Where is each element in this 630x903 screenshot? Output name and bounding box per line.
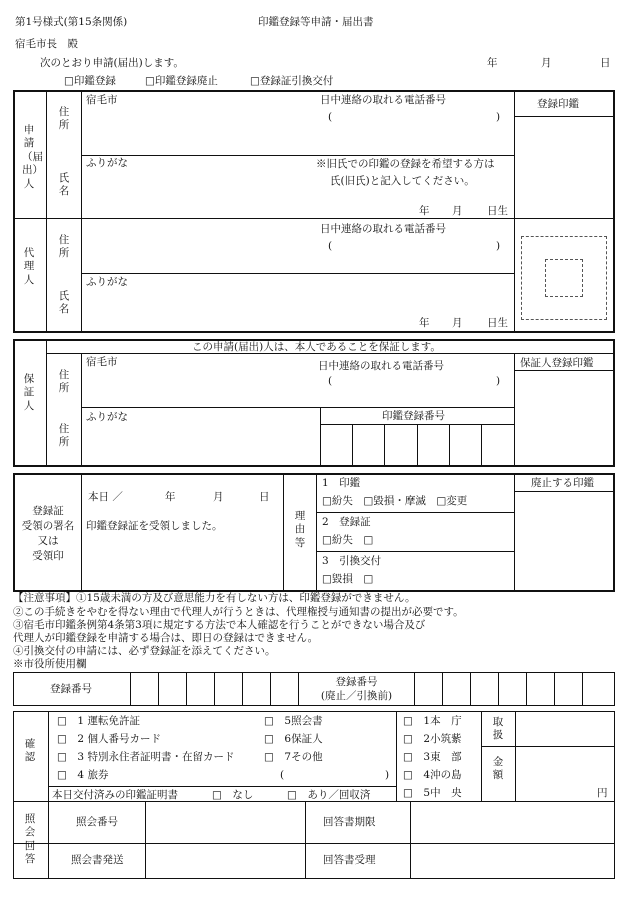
applicant-furigana[interactable]: ふりがな	[86, 157, 128, 169]
issued-cert-label: 本日交付済みの印鑑証明書	[52, 789, 178, 801]
receipt-label-1: 登録証	[32, 505, 64, 517]
old-name-note-2: 氏(旧氏)と記入してください。	[330, 175, 475, 187]
confirm-label: 確認	[24, 738, 36, 764]
agent-furigana[interactable]: ふりがな	[86, 276, 128, 288]
guarantor-phone-open: (	[328, 375, 333, 387]
applicant-address[interactable]: 宿毛市	[86, 94, 118, 106]
office-main[interactable]: □ 1本 庁	[403, 715, 462, 727]
note-4: 代理人が印鑑登録を申請する場合は、即日の登録はできません。	[13, 632, 319, 644]
id-other[interactable]: □ 7その他	[264, 751, 323, 763]
guarantee-statement: この申請(届出)人は、本人であることを保証します。	[192, 341, 441, 353]
answer-due-label: 回答書期限	[323, 816, 376, 828]
office-reg-no-label: 登録番号	[50, 683, 92, 695]
receipt-label-3: 又は	[37, 535, 59, 547]
answer-received-label: 回答書受理	[323, 854, 376, 866]
agent-birth-month: 月	[452, 317, 463, 329]
applicant-birth-month: 月	[452, 205, 463, 217]
applicant-address-label: 住所	[58, 106, 70, 132]
id-drivers-license[interactable]: □ 1 運転免許証	[57, 715, 140, 727]
note-2: ②この手続きをやむを得ない理由で代理人が行うときは、代理権授与通知書の提出が必要です。	[13, 606, 464, 618]
note-3: ③宿毛市印鑑条例第4条第3項に規定する方法で本人確認を行うことができない場合及び	[13, 619, 426, 631]
page-title: 印鑑登録等申請・届出書	[258, 16, 374, 28]
reason-1-title: 1 印鑑	[322, 477, 361, 489]
guarantor-phone-close: )	[496, 375, 501, 387]
inquiry-sent-label: 照会書発送	[71, 854, 124, 866]
note-1: 【注意事項】①15歳未満の方及び意思能力を有しない方は、印鑑登録ができません。	[13, 592, 416, 604]
office-old-reg-no-label: 登録番号	[335, 676, 378, 688]
reason-label: 理由等	[294, 510, 306, 549]
type-seal-registration[interactable]: □印鑑登録	[64, 75, 116, 87]
registered-seal-box[interactable]	[515, 117, 613, 218]
form-number: 第1号様式(第15条関係)	[15, 16, 128, 28]
office-central[interactable]: □ 5中 央	[403, 787, 462, 799]
guarantor-seal-box[interactable]	[515, 371, 613, 465]
applicant-phone-open: (	[328, 111, 333, 123]
office-kozukushi[interactable]: □ 2小筑紫	[403, 733, 462, 745]
addressee: 宿毛市長 殿	[15, 38, 78, 50]
guarantor-label: 保証人	[23, 373, 35, 412]
other-paren-close: )	[385, 769, 390, 781]
agent-birth-year: 年	[419, 317, 430, 329]
office-old-reg-no-sub: (廃止／引換前)	[320, 690, 393, 702]
receipt-label-2: 受領の署名	[21, 520, 75, 532]
office-use-heading: ※市役所使用欄	[13, 658, 87, 670]
other-paren-open: (	[280, 769, 285, 781]
guarantor-address-label: 住所	[58, 369, 70, 395]
agent-phone-close: )	[496, 240, 501, 252]
office-okinoshima[interactable]: □ 4沖の島	[403, 769, 462, 781]
id-inquiry-letter[interactable]: □ 5照会書	[264, 715, 323, 727]
seal-imprint-inner-box	[545, 259, 583, 297]
yen-unit: 円	[597, 787, 608, 799]
id-residence-card[interactable]: □ 3 特別永住者証明書・在留カード	[57, 751, 235, 763]
applicant-label: 申請（届出）人	[22, 124, 43, 190]
agent-birth-day: 日生	[487, 317, 508, 329]
reason-3-options[interactable]: □毀損 □	[322, 573, 374, 585]
note-5: ④引換交付の申請には、必ず登録証を添えてください。	[13, 645, 276, 657]
receipt-date-year: 年	[165, 491, 176, 503]
applicant-name-label: 氏名	[58, 172, 70, 198]
issued-none[interactable]: □ なし	[212, 789, 254, 801]
receipt-date-day: 日	[259, 491, 270, 503]
amount-label: 金額	[492, 756, 504, 782]
type-card-exchange[interactable]: □登録証引換交付	[250, 75, 334, 87]
applicant-birth-year: 年	[419, 205, 430, 217]
receipt-date-month: 月	[213, 491, 224, 503]
guarantor-reg-no-label: 印鑑登録番号	[382, 410, 445, 422]
applicant-phone-label: 日中連絡の取れる電話番号	[320, 94, 446, 106]
intro-text: 次のとおり申請(届出)します。	[40, 57, 184, 69]
registered-seal-label: 登録印鑑	[537, 98, 579, 110]
guarantor-seal-label: 保証人登録印鑑	[520, 357, 594, 369]
office-east[interactable]: □ 3東 部	[403, 751, 462, 763]
received-statement: 印鑑登録証を受領しました。	[86, 520, 223, 532]
reason-1-options[interactable]: □紛失 □毀損・摩滅 □変更	[322, 495, 468, 507]
agent-name-label: 氏名	[58, 290, 70, 316]
id-passport[interactable]: □ 4 旅券	[57, 769, 109, 781]
id-guarantor[interactable]: □ 6保証人	[264, 733, 323, 745]
receipt-date-prefix: 本日 ／	[88, 491, 123, 503]
type-seal-abolition[interactable]: □印鑑登録廃止	[145, 75, 218, 87]
abolish-seal-label: 廃止する印鑑	[531, 477, 594, 489]
date-day: 日	[600, 57, 611, 69]
issued-yes[interactable]: □ あり／回収済	[287, 789, 371, 801]
agent-address-label: 住所	[58, 234, 70, 260]
guarantor-address[interactable]: 宿毛市	[86, 356, 118, 368]
guarantor-furigana[interactable]: ふりがな	[86, 411, 128, 423]
id-my-number-card[interactable]: □ 2 個人番号カード	[57, 733, 161, 745]
inquiry-label: 照会回答	[24, 813, 36, 866]
date-year: 年	[487, 57, 498, 69]
receipt-label-4: 受領印	[32, 550, 64, 562]
abolish-seal-box[interactable]	[515, 492, 613, 590]
reason-2-title: 2 登録証	[322, 516, 371, 528]
guarantor-phone-label: 日中連絡の取れる電話番号	[318, 360, 444, 372]
agent-phone-open: (	[328, 240, 333, 252]
inquiry-no-label: 照会番号	[76, 816, 118, 828]
applicant-phone-close: )	[496, 111, 501, 123]
reason-2-options[interactable]: □紛失 □	[322, 534, 374, 546]
old-name-note-1: ※旧氏での印鑑の登録を希望する方は	[316, 158, 495, 170]
handler-label: 取扱	[492, 716, 504, 742]
applicant-birth-day: 日生	[487, 205, 508, 217]
agent-phone-label: 日中連絡の取れる電話番号	[320, 223, 446, 235]
reason-3-title: 3 引換交付	[322, 555, 382, 567]
guarantor-address-label-2: 住所	[58, 423, 70, 449]
date-month: 月	[541, 57, 552, 69]
agent-label: 代理人	[23, 247, 35, 286]
